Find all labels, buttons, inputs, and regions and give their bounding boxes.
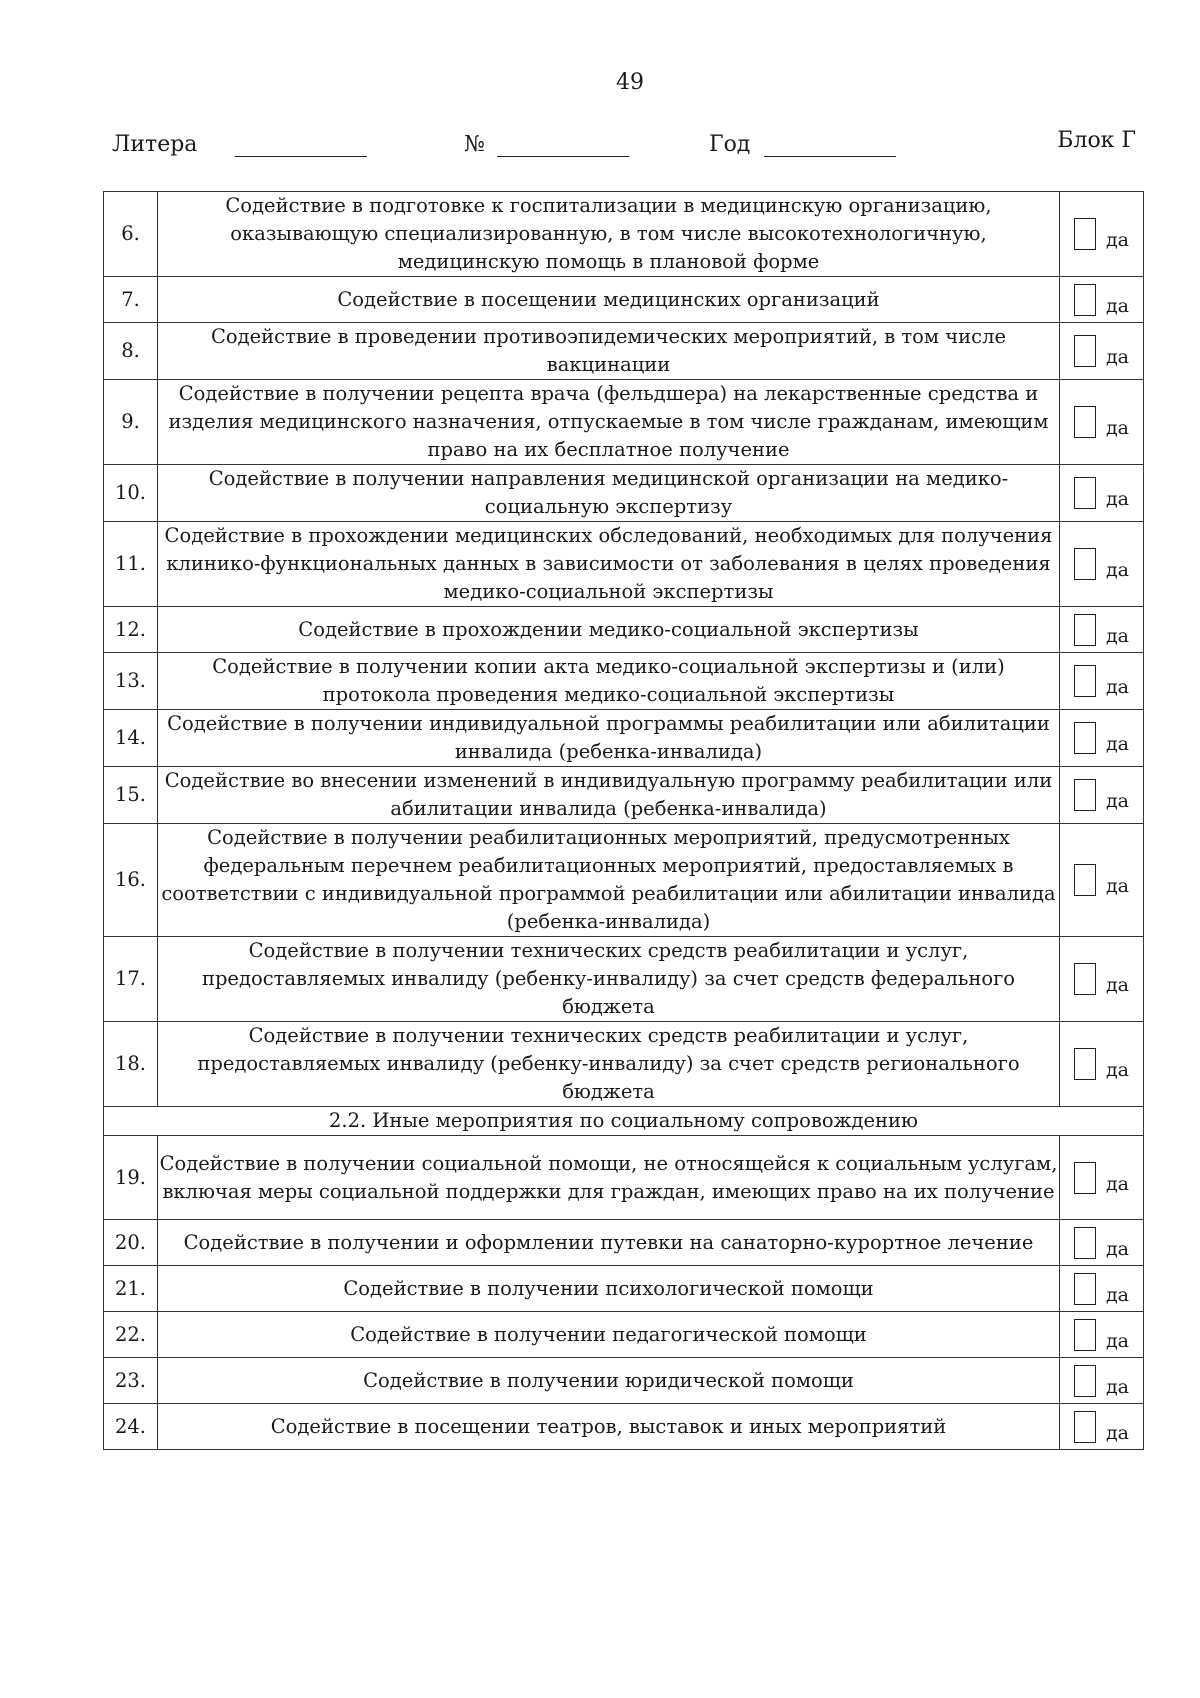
year-input-line[interactable] xyxy=(764,128,896,157)
answer-group xyxy=(1060,1405,1143,1449)
answer-cell xyxy=(1060,192,1144,277)
yes-label: да xyxy=(1105,559,1130,581)
table-row xyxy=(104,1266,1144,1312)
yes-checkbox[interactable] xyxy=(1074,614,1096,646)
litera-input-line[interactable] xyxy=(235,128,367,157)
yes-checkbox[interactable] xyxy=(1074,1319,1096,1351)
row-number: 23. xyxy=(104,1358,158,1404)
row-number: 20. xyxy=(104,1220,158,1266)
table-row xyxy=(104,824,1144,937)
yes-label: да xyxy=(1105,875,1130,897)
form-header xyxy=(112,128,1136,168)
answer-cell xyxy=(1060,653,1144,710)
table-row xyxy=(104,1358,1144,1404)
yes-label: да xyxy=(1105,624,1130,647)
row-number: 14. xyxy=(104,710,158,767)
row-number: 18. xyxy=(104,1022,158,1107)
row-number: 24. xyxy=(104,1404,158,1450)
row-number: 10. xyxy=(104,465,158,522)
row-description: Содействие в получении социальной помощи, не относящейся к социальным услугам, включая меры социальной поддержки для граждан, имеющих право на их получение xyxy=(158,1136,1060,1220)
answer-cell xyxy=(1060,1022,1144,1107)
yes-checkbox[interactable] xyxy=(1074,1411,1096,1443)
answer-cell xyxy=(1060,1266,1144,1312)
yes-checkbox[interactable] xyxy=(1074,335,1096,367)
answer-cell xyxy=(1060,277,1144,323)
yes-checkbox[interactable] xyxy=(1074,1162,1096,1194)
answer-group xyxy=(1060,858,1143,902)
row-number: 9. xyxy=(104,380,158,465)
table-row xyxy=(104,607,1144,653)
table-row xyxy=(104,465,1144,522)
yes-checkbox[interactable] xyxy=(1074,284,1096,316)
row-number: 22. xyxy=(104,1312,158,1358)
row-description: Содействие в получении юридической помощи xyxy=(158,1358,1060,1404)
row-number: 8. xyxy=(104,323,158,380)
answer-group xyxy=(1060,773,1143,817)
row-description: Содействие в подготовке к госпитализации в медицинскую организацию, оказывающую специализированную, в том числе высокотехнологичную, медицинскую помощь в плановой форме xyxy=(158,192,1060,277)
row-number: 6. xyxy=(104,192,158,277)
answer-cell xyxy=(1060,824,1144,937)
answer-cell xyxy=(1060,937,1144,1022)
page-number: 49 xyxy=(616,70,644,95)
yes-label: да xyxy=(1105,1059,1130,1081)
answer-group xyxy=(1060,659,1143,703)
yes-checkbox[interactable] xyxy=(1074,722,1096,754)
row-description: Содействие в прохождении медицинских обследований, необходимых для получения клинико-функциональных данных в зависимости от заболевания в целях проведения медико-социальной экспертизы xyxy=(158,522,1060,607)
yes-checkbox[interactable] xyxy=(1074,963,1096,995)
measures-table xyxy=(103,191,1144,1450)
table-row xyxy=(104,653,1144,710)
answer-group xyxy=(1060,608,1143,652)
yes-checkbox[interactable] xyxy=(1074,218,1096,250)
yes-label: да xyxy=(1105,417,1130,439)
row-number: 12. xyxy=(104,607,158,653)
row-number: 15. xyxy=(104,767,158,824)
table-row xyxy=(104,380,1144,465)
yes-checkbox[interactable] xyxy=(1074,864,1096,896)
answer-cell xyxy=(1060,323,1144,380)
yes-checkbox[interactable] xyxy=(1074,477,1096,509)
section-title: 2.2. Иные мероприятия по социальному сопровождению xyxy=(104,1107,1144,1136)
answer-cell xyxy=(1060,1358,1144,1404)
answer-cell xyxy=(1060,1220,1144,1266)
number-field xyxy=(464,128,629,157)
answer-group xyxy=(1060,1267,1143,1311)
answer-group xyxy=(1060,212,1143,256)
row-number: 16. xyxy=(104,824,158,937)
yes-label: да xyxy=(1105,974,1130,996)
answer-group xyxy=(1060,471,1143,515)
year-label: Год xyxy=(709,132,751,157)
yes-label: да xyxy=(1105,676,1130,698)
row-number: 7. xyxy=(104,277,158,323)
measures-table-part1 xyxy=(104,192,1144,1107)
row-description: Содействие в получении реабилитационных мероприятий, предусмотренных федеральным перечнем реабилитационных мероприятий, предоставляемых в соответствии с индивидуальной программой реабилитации или абилитации инвалида (ребенка-инвалида) xyxy=(158,824,1060,937)
yes-checkbox[interactable] xyxy=(1074,665,1096,697)
row-description: Содействие в получении направления медицинской организации на медико-социальную экспертизу xyxy=(158,465,1060,522)
row-description: Содействие в проведении противоэпидемических мероприятий, в том числе вакцинации xyxy=(158,323,1060,380)
yes-label: да xyxy=(1105,1237,1130,1260)
yes-label: да xyxy=(1105,1172,1130,1195)
block-label-field xyxy=(1057,128,1136,153)
number-label: № xyxy=(464,132,485,157)
number-input-line[interactable] xyxy=(497,128,629,157)
answer-group xyxy=(1060,329,1143,373)
row-number: 17. xyxy=(104,937,158,1022)
yes-checkbox[interactable] xyxy=(1074,1365,1096,1397)
answer-cell xyxy=(1060,380,1144,465)
answer-group xyxy=(1060,1359,1143,1403)
answer-cell xyxy=(1060,607,1144,653)
table-row xyxy=(104,937,1144,1022)
block-label: Блок Г xyxy=(1057,128,1136,153)
row-number: 21. xyxy=(104,1266,158,1312)
litera-field xyxy=(112,128,367,157)
answer-group xyxy=(1060,1042,1143,1086)
row-description: Содействие в прохождении медико-социальной экспертизы xyxy=(158,607,1060,653)
table-row xyxy=(104,522,1144,607)
row-description: Содействие в посещении медицинских организаций xyxy=(158,277,1060,323)
table-row xyxy=(104,1220,1144,1266)
answer-group xyxy=(1060,957,1143,1001)
row-description: Содействие в получении индивидуальной программы реабилитации или абилитации инвалида (ребенка-инвалида) xyxy=(158,710,1060,767)
yes-label: да xyxy=(1105,229,1130,251)
table-row xyxy=(104,767,1144,824)
answer-group xyxy=(1060,278,1143,322)
answer-cell xyxy=(1060,522,1144,607)
yes-label: да xyxy=(1105,1375,1130,1398)
answer-group xyxy=(1060,1221,1143,1265)
section-header-group xyxy=(104,1107,1144,1136)
row-description: Содействие в получении копии акта медико-социальной экспертизы и (или) протокола проведения медико-социальной экспертизы xyxy=(158,653,1060,710)
yes-label: да xyxy=(1105,1421,1130,1444)
table-row xyxy=(104,1404,1144,1450)
answer-cell xyxy=(1060,1312,1144,1358)
table-row xyxy=(104,323,1144,380)
table-row xyxy=(104,1312,1144,1358)
yes-label: да xyxy=(1105,790,1130,812)
row-description: Содействие в получении рецепта врача (фельдшера) на лекарственные средства и изделия медицинского назначения, отпускаемые в том числе гражданам, имеющим право на их бесплатное получение xyxy=(158,380,1060,465)
section-header-row xyxy=(104,1107,1144,1136)
answer-group xyxy=(1060,1156,1143,1200)
yes-checkbox[interactable] xyxy=(1074,1227,1096,1259)
litera-label: Литера xyxy=(112,132,198,157)
table-row xyxy=(104,1136,1144,1220)
yes-label: да xyxy=(1105,488,1130,510)
row-description: Содействие во внесении изменений в индивидуальную программу реабилитации или абилитации инвалида (ребенка-инвалида) xyxy=(158,767,1060,824)
table-row xyxy=(104,277,1144,323)
yes-label: да xyxy=(1105,1283,1130,1306)
answer-group xyxy=(1060,542,1143,586)
table-row xyxy=(104,710,1144,767)
row-description: Содействие в получении технических средств реабилитации и услуг, предоставляемых инвалиду (ребенку-инвалиду) за счет средств федерального бюджета xyxy=(158,937,1060,1022)
answer-group xyxy=(1060,400,1143,444)
answer-group xyxy=(1060,1313,1143,1357)
yes-checkbox[interactable] xyxy=(1074,1048,1096,1080)
measures-table-part2 xyxy=(104,1136,1144,1450)
year-field xyxy=(709,128,896,157)
table-row xyxy=(104,192,1144,277)
row-number: 19. xyxy=(104,1136,158,1220)
table-row xyxy=(104,1022,1144,1107)
answer-cell xyxy=(1060,1136,1144,1220)
yes-label: да xyxy=(1105,733,1130,755)
row-description: Содействие в получении психологической помощи xyxy=(158,1266,1060,1312)
row-description: Содействие в получении педагогической помощи xyxy=(158,1312,1060,1358)
row-description: Содействие в получении технических средств реабилитации и услуг, предоставляемых инвалиду (ребенку-инвалиду) за счет средств регионального бюджета xyxy=(158,1022,1060,1107)
row-number: 11. xyxy=(104,522,158,607)
yes-label: да xyxy=(1105,294,1130,317)
answer-group xyxy=(1060,716,1143,760)
yes-checkbox[interactable] xyxy=(1074,1273,1096,1305)
answer-cell xyxy=(1060,1404,1144,1450)
row-description: Содействие в посещении театров, выставок и иных мероприятий xyxy=(158,1404,1060,1450)
row-description: Содействие в получении и оформлении путевки на санаторно-курортное лечение xyxy=(158,1220,1060,1266)
answer-cell xyxy=(1060,767,1144,824)
row-number: 13. xyxy=(104,653,158,710)
yes-checkbox[interactable] xyxy=(1074,548,1096,580)
answer-cell xyxy=(1060,465,1144,522)
yes-label: да xyxy=(1105,1329,1130,1352)
yes-checkbox[interactable] xyxy=(1074,779,1096,811)
answer-cell xyxy=(1060,710,1144,767)
yes-label: да xyxy=(1105,346,1130,368)
yes-checkbox[interactable] xyxy=(1074,406,1096,438)
